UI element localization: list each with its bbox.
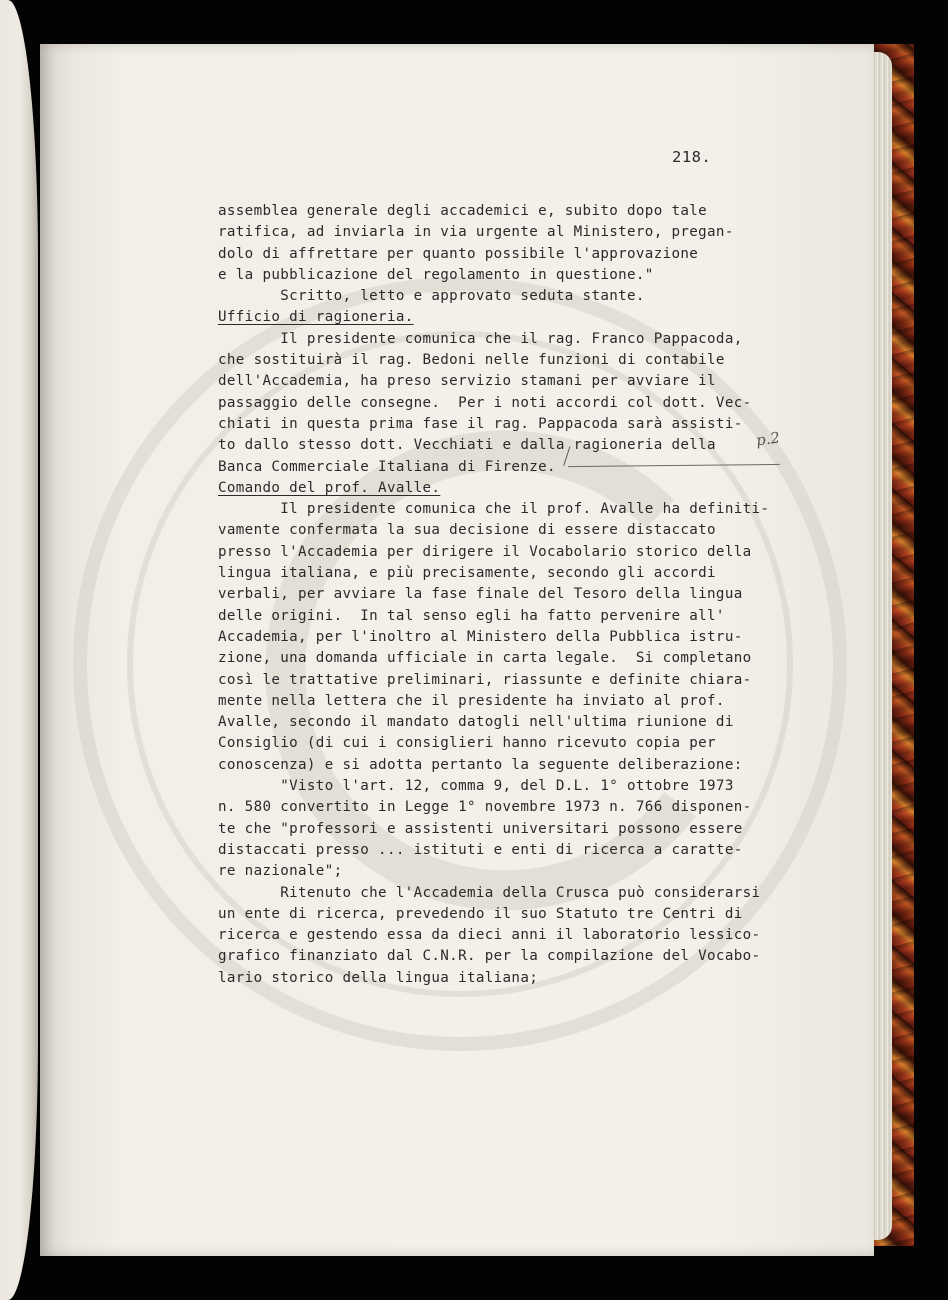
text-line: dolo di affrettare per quanto possibile l'approvazione	[218, 245, 699, 262]
marginal-note: p.2	[754, 428, 782, 450]
text-line: distaccati presso ... istituti e enti di ricerca a caratte-	[218, 841, 743, 858]
text-line: Consiglio (di cui i consiglieri hanno ricevuto copia per	[218, 735, 716, 752]
text-line: un ente di ricerca, prevedendo il suo Statuto tre Centri di	[218, 905, 743, 922]
text-line: verbali, per avviare la fase finale del Tesoro della lingua	[218, 586, 743, 603]
text-line: ratifica, ad inviarla in via urgente al Ministero, pregan-	[218, 224, 734, 241]
text-line: passaggio delle consegne. Per i noti accordi col dott. Vec-	[218, 394, 752, 411]
text-line: mente nella lettera che il presidente ha inviato al prof.	[218, 692, 725, 709]
text-line: "Visto l'art. 12, comma 9, del D.L. 1° ottobre 1973	[218, 778, 734, 795]
text-line: delle origini. In tal senso egli ha fatto pervenire all'	[218, 607, 725, 624]
left-page-edge	[0, 0, 38, 1300]
page-number: 218.	[672, 148, 712, 166]
section-heading: Comando del prof. Avalle.	[218, 479, 441, 496]
text-line: Il presidente comunica che il prof. Avalle ha definiti-	[218, 501, 770, 518]
text-line: lingua italiana, e più precisamente, secondo gli accordi	[218, 565, 716, 582]
text-line: dell'Accademia, ha preso servizio stamani per avviare il	[218, 373, 716, 390]
text-line: vamente confermata la sua decisione di essere distaccato	[218, 522, 716, 539]
text-line: to dallo stesso dott. Vecchiati e dalla ragioneria della	[218, 437, 716, 454]
text-line: così le trattative preliminari, riassunte e definite chiara-	[218, 671, 752, 688]
section-heading: Ufficio di ragioneria.	[218, 309, 414, 326]
text-line: Scritto, letto e approvato seduta stante.	[218, 288, 645, 305]
text-line: n. 580 convertito in Legge 1° novembre 1973 n. 766 disponen-	[218, 799, 752, 816]
text-line: zione, una domanda ufficiale in carta legale. Si completano	[218, 650, 752, 667]
text-line: Avalle, secondo il mandato datogli nell'ultima riunione di	[218, 714, 734, 731]
typewritten-text	[218, 201, 818, 989]
text-line: chiati in questa prima fase il rag. Pappacoda sarà assisti-	[218, 415, 743, 432]
text-line: grafico finanziato dal C.N.R. per la compilazione del Vocabo-	[218, 948, 761, 965]
document-page	[40, 44, 874, 1256]
text-line: Ritenuto che l'Accademia della Crusca può considerarsi	[218, 884, 761, 901]
text-line: conoscenza) e si adotta pertanto la seguente deliberazione:	[218, 756, 743, 773]
text-line: Banca Commerciale Italiana di Firenze.	[218, 458, 556, 475]
text-line: presso l'Accademia per dirigere il Vocabolario storico della	[218, 543, 752, 560]
text-line: Il presidente comunica che il rag. Franco Pappacoda,	[218, 330, 743, 347]
text-line: che sostituirà il rag. Bedoni nelle funzioni di contabile	[218, 352, 725, 369]
text-line: Accademia, per l'inoltro al Ministero della Pubblica istru-	[218, 628, 743, 645]
text-line: re nazionale";	[218, 863, 343, 880]
text-line: lario storico della lingua italiana;	[218, 969, 539, 986]
text-line: ricerca e gestendo essa da dieci anni il laboratorio lessico-	[218, 927, 761, 944]
text-line: assemblea generale degli accademici e, subito dopo tale	[218, 203, 708, 219]
text-line: te che "professori e assistenti universitari possono essere	[218, 820, 743, 837]
text-line: e la pubblicazione del regolamento in questione."	[218, 266, 654, 283]
